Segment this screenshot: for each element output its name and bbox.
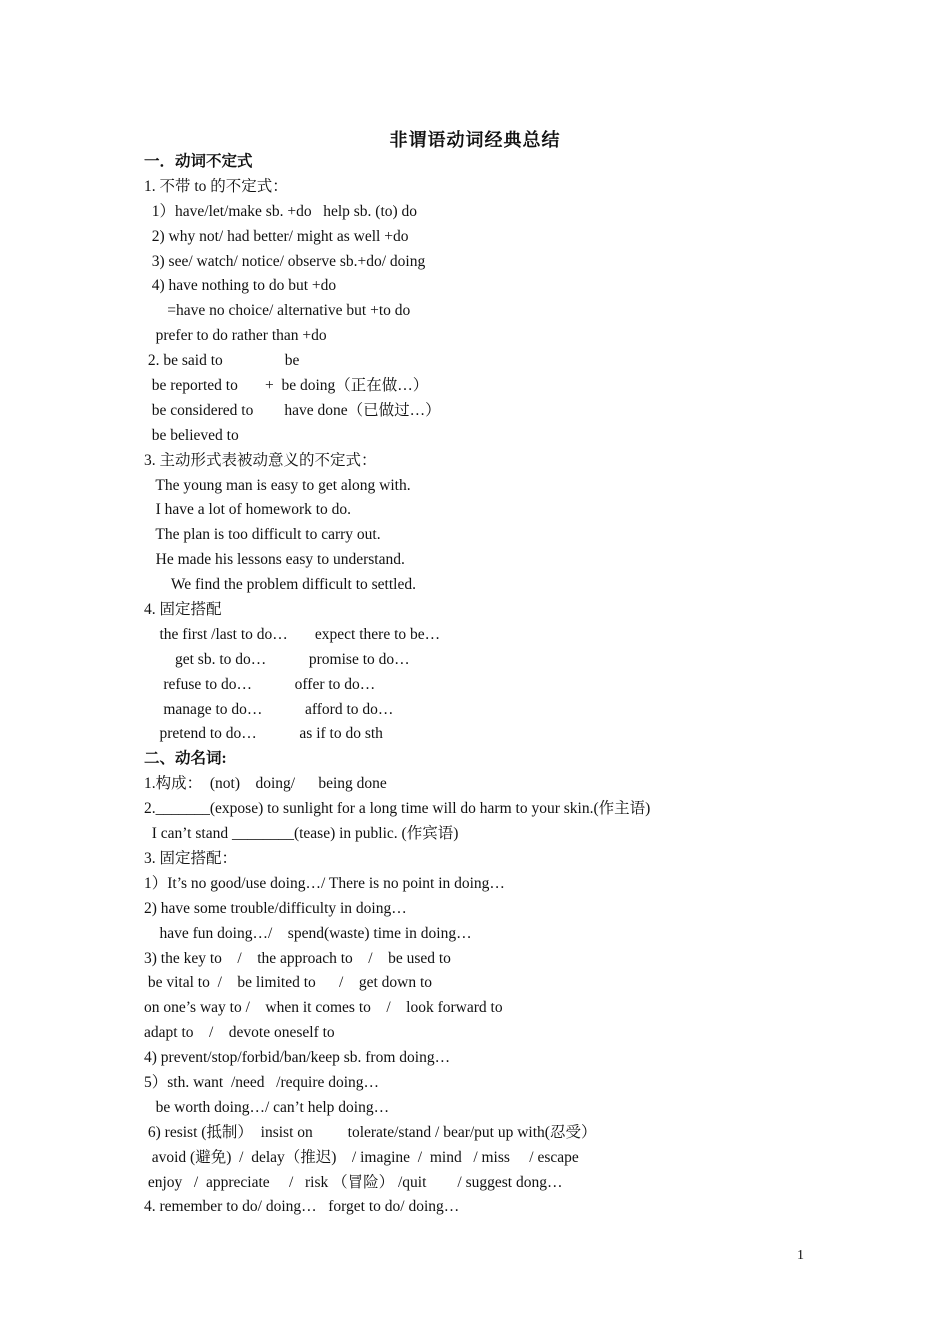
text-line: on one’s way to / when it comes to / look forward to (144, 999, 503, 1017)
text-line: =have no choice/ alternative but +to do (144, 302, 411, 320)
text-line: 2) have some trouble/difficulty in doing… (144, 899, 407, 917)
text-line: The plan is too difficult to carry out. (144, 526, 381, 544)
text-line: prefer to do rather than +do (144, 327, 327, 345)
text-line: 4. 固定搭配 (144, 601, 222, 619)
text-line: We find the problem difficult to settled. (144, 576, 416, 594)
text-line: He made his lessons easy to understand. (144, 551, 405, 569)
text-line: 2) why not/ had better/ might as well +do (144, 227, 409, 245)
document-title: 非谓语动词经典总结 (389, 130, 561, 150)
text-line: 2. be said to be (144, 352, 300, 370)
text-line: The young man is easy to get along with. (144, 476, 411, 494)
text-line: 1）have/let/make sb. +do help sb. (to) do (144, 202, 418, 220)
page-number: 1 (797, 1248, 804, 1263)
text-line: 1. 不带 to 的不定式： (144, 177, 288, 195)
text-line: refuse to do… offer to do… (144, 675, 376, 693)
text-line: be worth doing…/ can’t help doing… (144, 1098, 390, 1116)
text-line: 3. 主动形式表被动意义的不定式： (144, 451, 377, 469)
text-line: avoid (避免) / delay（推迟) / imagine / mind / miss / escape (144, 1148, 579, 1166)
text-line: the first /last to do… expect there to be… (144, 625, 441, 643)
text-line: 4) have nothing to do but +do (144, 277, 337, 295)
document-body (144, 150, 824, 1220)
text-line: 6) resist (抵制） insist on tolerate/stand / bear/put up with(忍受） (144, 1123, 597, 1141)
text-line: I have a lot of homework to do. (144, 501, 352, 519)
section-heading-gerund: 二、动名词: (144, 750, 227, 768)
text-line: be reported to + be doing（正在做…） (144, 377, 429, 395)
text-line: be believed to (144, 426, 239, 444)
text-line: be considered to have done（已做过…） (144, 401, 441, 419)
text-line: 1.构成： (not) doing/ being done (144, 775, 387, 793)
text-line: have fun doing…/ spend(waste) time in doing… (144, 924, 472, 942)
section-heading-infinitive: 一．动词不定式 (144, 153, 253, 170)
text-line: adapt to / devote oneself to (144, 1024, 335, 1042)
text-line: 5）sth. want /need /require doing… (144, 1073, 380, 1091)
text-line: 2._______(expose) to sunlight for a long time will do harm to your skin.(作主语) (144, 800, 651, 818)
text-line: enjoy / appreciate / risk （冒险） /quit / suggest dong… (144, 1173, 563, 1191)
text-line: 3. 固定搭配： (144, 849, 238, 867)
text-line: pretend to do… as if to do sth (144, 725, 383, 743)
text-line: 4. remember to do/ doing… forget to do/ doing… (144, 1198, 460, 1216)
text-line: 3) see/ watch/ notice/ observe sb.+do/ doing (144, 252, 426, 270)
text-line: get sb. to do… promise to do… (144, 650, 410, 668)
text-line: 4) prevent/stop/forbid/ban/keep sb. from doing… (144, 1049, 451, 1067)
text-line: manage to do… afford to do… (144, 700, 394, 718)
text-line: 1）It’s no good/use doing…/ There is no point in doing… (144, 874, 505, 892)
text-line: be vital to / be limited to / get down to (144, 974, 433, 992)
text-line: I can’t stand ________(tease) in public. (作宾语) (144, 825, 459, 843)
text-line: 3) the key to / the approach to / be used to (144, 949, 451, 967)
